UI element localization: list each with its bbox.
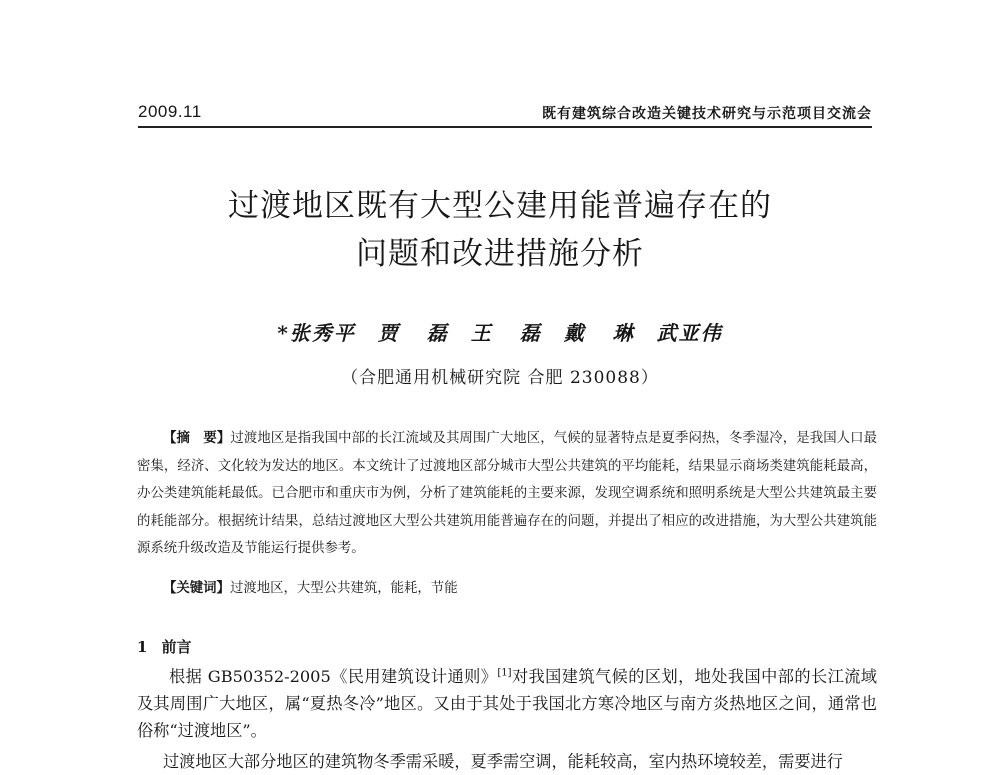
journal-name: 既有建筑综合改造关键技术研究与示范项目交流会 (542, 106, 872, 122)
section-number: 1 (137, 638, 148, 656)
abstract-label: 【摘 要】 (163, 430, 231, 446)
keywords-label: 【关键词】 (163, 580, 230, 596)
abstract-text: 过渡地区是指我国中部的长江流域及其周围广大地区，气候的显著特点是夏季闷热，冬季湿冷，是我国人口最密集，经济、文化较为发达的地区。本文统计了过渡地区部分城市大型公共建筑的平均能耗，结果显示商场类建筑能耗最高，办公类建筑能耗最低。已合肥市和重庆市为例，分析了建筑能耗的主要来源，发现空调系统和照明系统是大型公共建筑最主要的耗能部分。根据统计结果，总结过渡地区大型公共建筑用能普遍存在的问题，并提出了相应的改进措施，为大型公共建筑能源系统升级改造及节能运行提供参考。 (137, 431, 878, 556)
issue-date: 2009.11 (138, 102, 202, 121)
header-rule (138, 126, 872, 128)
author-list: *张秀平 贾 磊 王 磊 戴 琳 武亚伟 (277, 321, 723, 345)
citation-ref: [1] (497, 667, 512, 679)
keywords-text: 过渡地区，大型公共建筑，能耗，节能 (229, 581, 458, 596)
title-line-2: 问题和改进措施分析 (356, 236, 644, 272)
section-heading-introduction (137, 636, 191, 657)
paragraph-text-part-2: 对我国建筑气候的区划，地处我国中部的长江流域及其周围广大地区，属“夏热冬冷”地区。又由于其处于我国北方寒冷地区与南方炎热地区之间，通常也俗称“过渡地区”。 (137, 667, 877, 740)
section-title: 前言 (161, 638, 192, 656)
introduction-paragraph (137, 663, 877, 744)
truncated-next-line: 过渡地区大部分地区的建筑物冬季需采暖，夏季需空调，能耗较高，室内热环境较差，需要进行 (163, 752, 843, 771)
keywords (163, 577, 877, 600)
paragraph-text-part-1: 根据 GB50352-2005《民用建筑设计通则》 (169, 667, 498, 686)
title-line-1: 过渡地区既有大型公建用能普遍存在的 (228, 188, 772, 224)
affiliation: （合肥通用机械研究院 合肥 230088） (341, 368, 659, 388)
paper-title (100, 182, 900, 278)
abstract (137, 425, 877, 563)
